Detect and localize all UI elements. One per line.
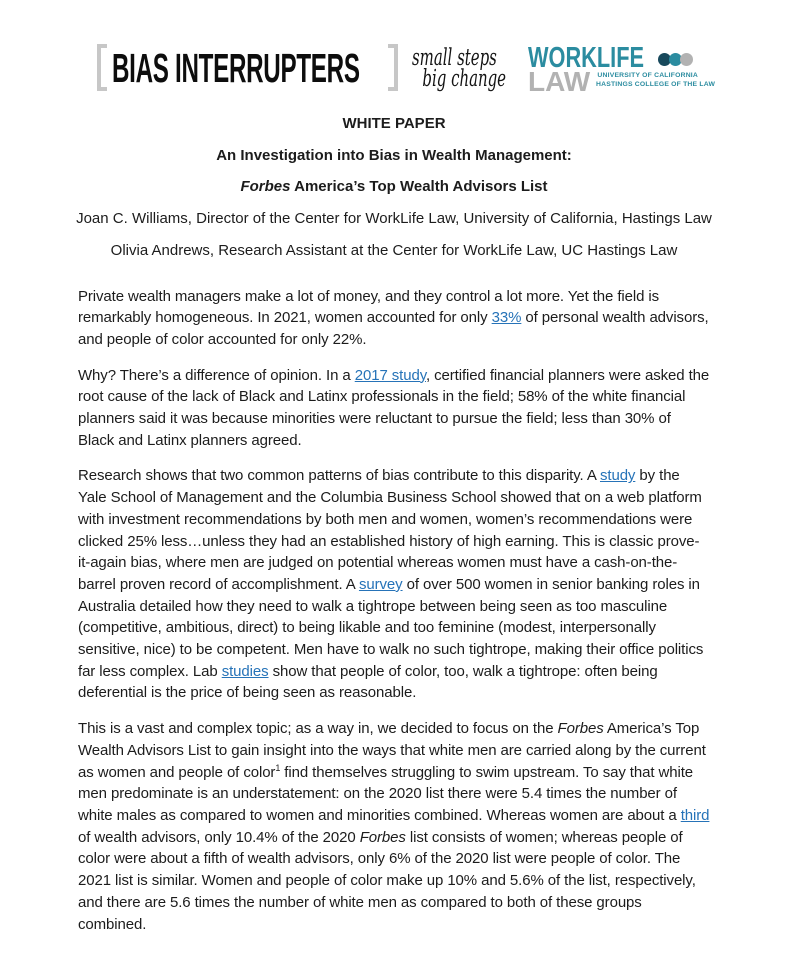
tagline-line1: small steps — [412, 45, 497, 71]
paragraph — [78, 286, 710, 351]
text-run: America’s Top Wealth Advisors List to gain insight into the ways that white men are carried along by the current as women and people of color — [78, 720, 706, 781]
tagline-line2: big change — [422, 66, 507, 92]
university-name-line1: UNIVERSITY OF CALIFORNIA — [597, 72, 698, 79]
paragraph — [78, 365, 710, 452]
document-body — [78, 286, 710, 936]
text-run: Why? There’s a difference of opinion. In a — [78, 366, 355, 384]
title-block — [0, 108, 788, 262]
inline-link[interactable]: survey — [358, 575, 403, 593]
inline-link[interactable]: 33% — [491, 309, 522, 327]
text-run: by the Yale School of Management and the Columbia Business School showed that on a web platform with investment recommendations by both men and women, women’s recommendations were clicked 25% less…unless they had an established history of high earning. This is classic prove-it-again bias, where men are judged on potential whereas women must have a cash-on-the-barrel proven record of accomplishment. A — [78, 467, 702, 593]
forbes-italic: Forbes — [240, 178, 291, 196]
author-line-2: Olivia Andrews, Research Assistant at the Center for WorkLife Law, UC Hastings Law — [110, 241, 678, 259]
author-line-1: Joan C. Williams, Director of the Center for WorkLife Law, University of California, Hastings Law — [76, 210, 712, 228]
inline-link[interactable]: third — [680, 806, 710, 824]
left-bracket-glyph — [97, 44, 107, 91]
university-name-line2: HASTINGS COLLEGE OF THE LAW — [596, 80, 716, 88]
paragraph — [78, 465, 710, 704]
dot-gray-icon — [680, 53, 693, 66]
text-run: show that people of color, too, walk a tightrope: often being deferential is the price of being seen as reasonable. — [78, 662, 658, 702]
worklife-wordmark: WORKLIFE — [528, 42, 644, 74]
text-run: list consists of women; whereas people of color were about a fifth of wealth advisors, only 6% of the 2020 list were people of color. The 2021 list is similar. Women and people of color make up 10% and 5.6% of the list, respectively, and there are 5.6 times the number of white men as compared to both of these groups combined. — [78, 828, 696, 933]
text-run: of over 500 women in senior banking roles in Australia detailed how they need to walk a tightrope between being seen as too masculine (competitive, ambitious, direct) to being likable and too feminine (modest, interpersonally sensitive, nice) to be competent. Men have to walk no such tightrope, making their office politics far less complex. Lab — [78, 575, 704, 680]
text-run: Private wealth managers make a lot of money, and they control a lot more. Yet the field is remarkably homogeneous. In 2021, women accounted for only — [78, 287, 660, 327]
italic-text: Forbes — [359, 828, 406, 846]
inline-link[interactable]: study — [599, 467, 636, 485]
footnote-marker: 1 — [275, 762, 281, 773]
three-dots-icon — [658, 53, 693, 66]
text-run: , certified financial planners were asked the root cause of the lack of Black and Latinx professionals in the field; 58% of the white financial planners said it was because minorities were reluctant to pursue the field; less than 30% of Black and Latinx planners agreed. — [78, 366, 710, 449]
text-run: This is a vast and complex topic; as a way in, we decided to focus on the — [78, 720, 558, 738]
right-bracket-glyph — [388, 44, 398, 91]
document-kicker: WHITE PAPER — [342, 115, 446, 132]
document-title-line1: An Investigation into Bias in Wealth Management: — [216, 146, 572, 164]
worklife-law-logo — [528, 42, 716, 99]
tagline — [412, 45, 507, 92]
italic-text: Forbes — [557, 720, 604, 738]
text-run: Research shows that two common patterns of bias contribute to this disparity. A — [78, 467, 600, 485]
text-run: find themselves struggling to swim upstream. To say that white men predominate is an understatement: on the 2020 list there were 5.4 times the number of white males as compared to women and minorities combined. Whereas women are about a — [78, 763, 694, 824]
inline-link[interactable]: studies — [221, 662, 269, 680]
text-run: of personal wealth advisors, and people of color accounted for only 22%. — [78, 309, 709, 348]
masthead — [0, 0, 788, 108]
inline-link[interactable]: 2017 study — [354, 366, 426, 384]
paragraph — [78, 718, 710, 935]
law-wordmark: LAW — [528, 66, 591, 97]
text-run: of wealth advisors, only 10.4% of the 2020 — [78, 828, 360, 846]
title-line2-rest: America’s Top Wealth Advisors List — [290, 178, 548, 196]
document-title-line2 — [0, 176, 788, 198]
university-name — [596, 72, 716, 89]
bias-interrupters-wordmark: BIAS INTERRUPTERS — [112, 45, 360, 91]
